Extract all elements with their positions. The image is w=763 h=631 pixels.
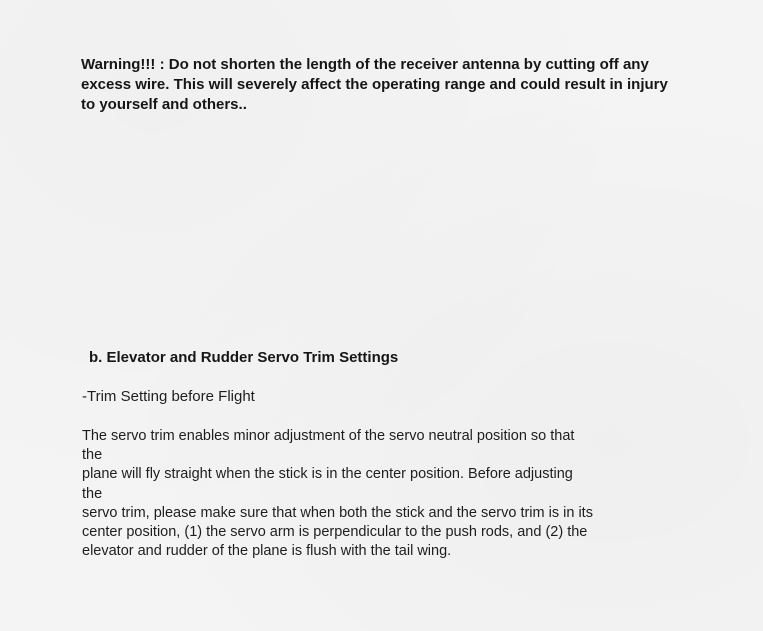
paragraph-line: servo trim, please make sure that when both the stick and the servo trim is in its (82, 504, 593, 521)
paragraph-line: plane will fly straight when the stick is in the center position. Before adjusting (82, 466, 573, 483)
paragraph-line: center position, (1) the servo arm is perpendicular to the push rods, and (2) the (82, 524, 588, 541)
section-heading: b. Elevator and Rudder Servo Trim Settings (89, 349, 399, 366)
paragraph-line: The servo trim enables minor adjustment of the servo neutral position so that (82, 428, 575, 444)
warning-paragraph: Warning!!! : Do not shorten the length of the receiver antenna by cutting off any excess wire. This will severely affect the operating range and could result in injury to yourself and others.. (81, 56, 668, 113)
paragraph-line: elevator and rudder of the plane is flush with the tail wing. (82, 543, 452, 560)
paragraph-line: the (82, 485, 103, 502)
paragraph-line: the (82, 447, 103, 464)
trim-instructions-paragraph (82, 427, 682, 561)
section-subheading: -Trim Setting before Flight (82, 388, 255, 405)
